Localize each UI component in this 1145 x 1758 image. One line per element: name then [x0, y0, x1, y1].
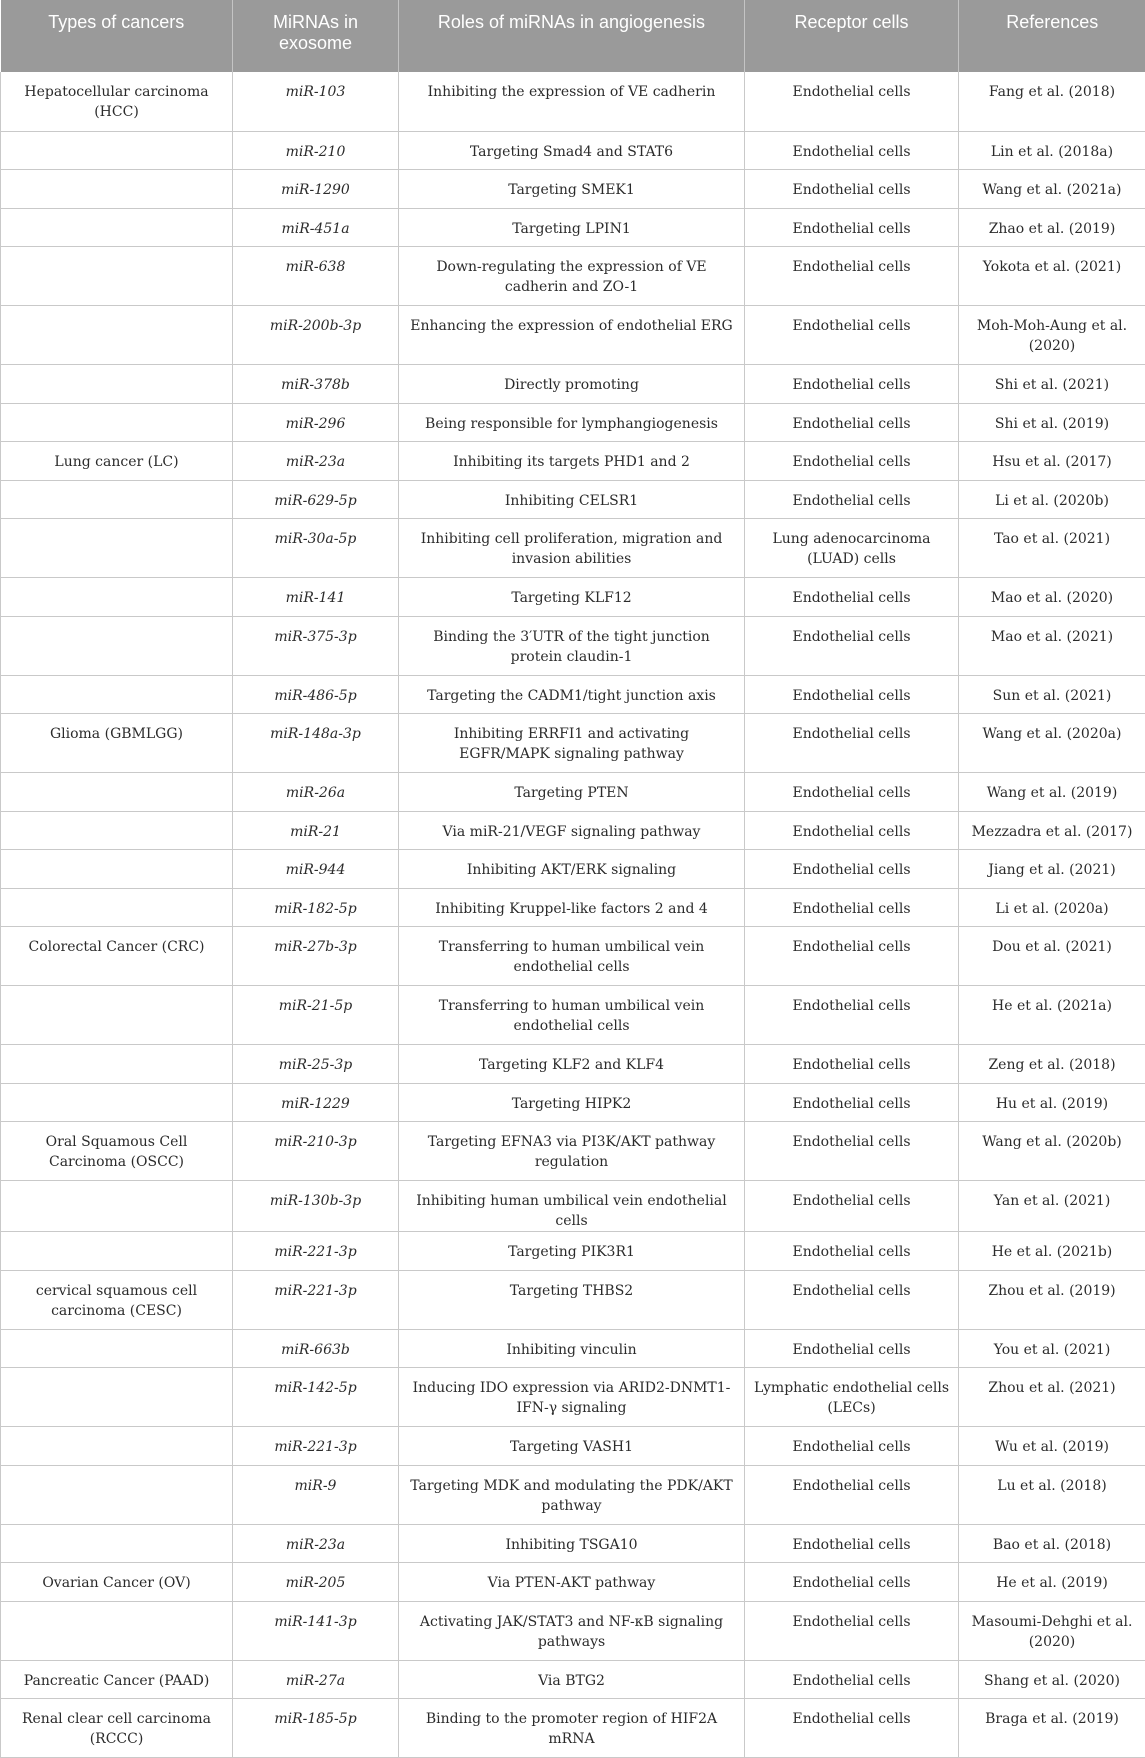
- table-row: [1, 306, 1145, 365]
- mirna-cell: miR-944: [233, 850, 399, 889]
- cancer-type-cell: [1, 1601, 233, 1660]
- cancer-type-cell: [1, 1045, 233, 1084]
- mirna-cell: miR-210: [233, 131, 399, 170]
- reference-cell: Jiang et al. (2021): [959, 850, 1145, 889]
- table-row: [1, 247, 1145, 306]
- role-cell: Targeting PIK3R1: [399, 1232, 745, 1271]
- table-row: [1, 616, 1145, 675]
- role-cell: Targeting LPIN1: [399, 208, 745, 247]
- mirna-cell: miR-141: [233, 578, 399, 617]
- cancer-type-cell: Colorectal Cancer (CRC): [1, 927, 233, 986]
- mirna-cell: miR-130b-3p: [233, 1181, 399, 1232]
- role-cell: Targeting Smad4 and STAT6: [399, 131, 745, 170]
- receptor-cell: Endothelial cells: [745, 927, 959, 986]
- role-cell: Directly promoting: [399, 365, 745, 404]
- receptor-cell: Endothelial cells: [745, 850, 959, 889]
- table-row: [1, 850, 1145, 889]
- role-cell: Via BTG2: [399, 1660, 745, 1699]
- table-row: [1, 403, 1145, 442]
- mirna-cell: miR-30a-5p: [233, 519, 399, 578]
- header-cancer-type: Types of cancers: [1, 0, 233, 72]
- mirna-cell: miR-638: [233, 247, 399, 306]
- receptor-cell: Endothelial cells: [745, 1601, 959, 1660]
- table-row: [1, 365, 1145, 404]
- role-cell: Activating JAK/STAT3 and NF-κB signaling pathways: [399, 1601, 745, 1660]
- role-cell: Inhibiting ERRFI1 and activating EGFR/MAPK signaling pathway: [399, 714, 745, 773]
- role-cell: Via miR-21/VEGF signaling pathway: [399, 811, 745, 850]
- reference-cell: Wang et al. (2020b): [959, 1122, 1145, 1181]
- table-row: [1, 208, 1145, 247]
- header-row: [1, 0, 1145, 72]
- table-row: [1, 480, 1145, 519]
- header-reference: References: [959, 0, 1145, 72]
- role-cell: Down-regulating the expression of VE cadherin and ZO-1: [399, 247, 745, 306]
- table-row: [1, 986, 1145, 1045]
- reference-cell: Yan et al. (2021): [959, 1181, 1145, 1232]
- table-row: [1, 442, 1145, 481]
- receptor-cell: Endothelial cells: [745, 1181, 959, 1232]
- cancer-type-cell: [1, 773, 233, 812]
- role-cell: Targeting HIPK2: [399, 1083, 745, 1122]
- receptor-cell: Endothelial cells: [745, 578, 959, 617]
- cancer-type-cell: [1, 888, 233, 927]
- mirna-cell: miR-221-3p: [233, 1270, 399, 1329]
- mirna-cell: miR-185-5p: [233, 1699, 399, 1758]
- role-cell: Inhibiting its targets PHD1 and 2: [399, 442, 745, 481]
- receptor-cell: Endothelial cells: [745, 170, 959, 209]
- role-cell: Inhibiting cell proliferation, migration and invasion abilities: [399, 519, 745, 578]
- receptor-cell: Endothelial cells: [745, 442, 959, 481]
- table-header: [1, 0, 1145, 72]
- receptor-cell: Lung adenocarcinoma (LUAD) cells: [745, 519, 959, 578]
- cancer-type-cell: [1, 208, 233, 247]
- reference-cell: Li et al. (2020b): [959, 480, 1145, 519]
- mirna-cell: miR-182-5p: [233, 888, 399, 927]
- table-row: [1, 1368, 1145, 1427]
- header-receptor: Receptor cells: [745, 0, 959, 72]
- mirna-cell: miR-27a: [233, 1660, 399, 1699]
- receptor-cell: Endothelial cells: [745, 1329, 959, 1368]
- table-row: [1, 1524, 1145, 1563]
- reference-cell: Shang et al. (2020): [959, 1660, 1145, 1699]
- mirna-cell: miR-148a-3p: [233, 714, 399, 773]
- cancer-type-cell: [1, 519, 233, 578]
- mirna-cell: miR-451a: [233, 208, 399, 247]
- table-row: [1, 170, 1145, 209]
- table-row: [1, 131, 1145, 170]
- mirna-cell: miR-21: [233, 811, 399, 850]
- reference-cell: Sun et al. (2021): [959, 675, 1145, 714]
- mirna-cell: miR-9: [233, 1465, 399, 1524]
- cancer-type-cell: [1, 131, 233, 170]
- cancer-type-cell: [1, 247, 233, 306]
- reference-cell: Fang et al. (2018): [959, 72, 1145, 131]
- role-cell: Targeting MDK and modulating the PDK/AKT pathway: [399, 1465, 745, 1524]
- role-cell: Inhibiting the expression of VE cadherin: [399, 72, 745, 131]
- reference-cell: Wang et al. (2021a): [959, 170, 1145, 209]
- cancer-type-cell: [1, 1427, 233, 1466]
- mirna-cell: miR-142-5p: [233, 1368, 399, 1427]
- reference-cell: Zhou et al. (2021): [959, 1368, 1145, 1427]
- mirna-cell: miR-663b: [233, 1329, 399, 1368]
- mirna-cell: miR-375-3p: [233, 616, 399, 675]
- table-row: [1, 811, 1145, 850]
- cancer-type-cell: [1, 616, 233, 675]
- table-row: [1, 927, 1145, 986]
- cancer-type-cell: Hepatocellular carcinoma (HCC): [1, 72, 233, 131]
- receptor-cell: Endothelial cells: [745, 1563, 959, 1602]
- cancer-type-cell: [1, 1329, 233, 1368]
- receptor-cell: Endothelial cells: [745, 208, 959, 247]
- cancer-type-cell: [1, 578, 233, 617]
- receptor-cell: Lymphatic endothelial cells (LECs): [745, 1368, 959, 1427]
- reference-cell: Li et al. (2020a): [959, 888, 1145, 927]
- table-row: [1, 1699, 1145, 1758]
- table-row: [1, 1270, 1145, 1329]
- mirna-cell: miR-1290: [233, 170, 399, 209]
- mirna-cell: miR-141-3p: [233, 1601, 399, 1660]
- reference-cell: Wu et al. (2019): [959, 1427, 1145, 1466]
- table-row: [1, 72, 1145, 131]
- receptor-cell: Endothelial cells: [745, 1660, 959, 1699]
- reference-cell: He et al. (2021a): [959, 986, 1145, 1045]
- receptor-cell: Endothelial cells: [745, 1465, 959, 1524]
- role-cell: Being responsible for lymphangiogenesis: [399, 403, 745, 442]
- cancer-type-cell: [1, 1083, 233, 1122]
- table-row: [1, 714, 1145, 773]
- receptor-cell: Endothelial cells: [745, 616, 959, 675]
- cancer-type-cell: [1, 850, 233, 889]
- table-row: [1, 519, 1145, 578]
- table-row: [1, 1329, 1145, 1368]
- cancer-type-cell: [1, 365, 233, 404]
- role-cell: Binding the 3′UTR of the tight junction protein claudin-1: [399, 616, 745, 675]
- receptor-cell: Endothelial cells: [745, 1232, 959, 1271]
- role-cell: Via PTEN-AKT pathway: [399, 1563, 745, 1602]
- cancer-type-cell: [1, 480, 233, 519]
- cancer-type-cell: Oral Squamous Cell Carcinoma (OSCC): [1, 1122, 233, 1181]
- receptor-cell: Endothelial cells: [745, 1427, 959, 1466]
- table-row: [1, 1083, 1145, 1122]
- receptor-cell: Endothelial cells: [745, 1270, 959, 1329]
- cancer-type-cell: cervical squamous cell carcinoma (CESC): [1, 1270, 233, 1329]
- role-cell: Inducing IDO expression via ARID2-DNMT1-IFN-γ signaling: [399, 1368, 745, 1427]
- table-row: [1, 1232, 1145, 1271]
- table-row: [1, 1601, 1145, 1660]
- receptor-cell: Endothelial cells: [745, 131, 959, 170]
- receptor-cell: Endothelial cells: [745, 403, 959, 442]
- role-cell: Inhibiting CELSR1: [399, 480, 745, 519]
- table-row: [1, 773, 1145, 812]
- reference-cell: Zhao et al. (2019): [959, 208, 1145, 247]
- reference-cell: Dou et al. (2021): [959, 927, 1145, 986]
- reference-cell: Wang et al. (2020a): [959, 714, 1145, 773]
- mirna-cell: miR-205: [233, 1563, 399, 1602]
- receptor-cell: Endothelial cells: [745, 888, 959, 927]
- table-body: [1, 72, 1145, 1758]
- mirna-cell: miR-103: [233, 72, 399, 131]
- table-row: [1, 1181, 1145, 1232]
- reference-cell: Mezzadra et al. (2017): [959, 811, 1145, 850]
- cancer-type-cell: [1, 1524, 233, 1563]
- reference-cell: Hu et al. (2019): [959, 1083, 1145, 1122]
- mirna-cell: miR-1229: [233, 1083, 399, 1122]
- reference-cell: You et al. (2021): [959, 1329, 1145, 1368]
- role-cell: Inhibiting Kruppel-like factors 2 and 4: [399, 888, 745, 927]
- cancer-type-cell: [1, 1232, 233, 1271]
- cancer-type-cell: [1, 811, 233, 850]
- reference-cell: Mao et al. (2020): [959, 578, 1145, 617]
- receptor-cell: Endothelial cells: [745, 306, 959, 365]
- role-cell: Targeting the CADM1/tight junction axis: [399, 675, 745, 714]
- reference-cell: Shi et al. (2021): [959, 365, 1145, 404]
- reference-cell: Shi et al. (2019): [959, 403, 1145, 442]
- table-row: [1, 1563, 1145, 1602]
- receptor-cell: Endothelial cells: [745, 1699, 959, 1758]
- receptor-cell: Endothelial cells: [745, 986, 959, 1045]
- receptor-cell: Endothelial cells: [745, 675, 959, 714]
- role-cell: Binding to the promoter region of HIF2A mRNA: [399, 1699, 745, 1758]
- table-row: [1, 578, 1145, 617]
- mirna-cell: miR-21-5p: [233, 986, 399, 1045]
- mirna-cell: miR-23a: [233, 442, 399, 481]
- reference-cell: Yokota et al. (2021): [959, 247, 1145, 306]
- role-cell: Inhibiting TSGA10: [399, 1524, 745, 1563]
- mirna-cell: miR-486-5p: [233, 675, 399, 714]
- mirna-cell: miR-210-3p: [233, 1122, 399, 1181]
- header-role: Roles of miRNAs in angiogenesis: [399, 0, 745, 72]
- reference-cell: Zeng et al. (2018): [959, 1045, 1145, 1084]
- cancer-type-cell: Pancreatic Cancer (PAAD): [1, 1660, 233, 1699]
- cancer-type-cell: [1, 1465, 233, 1524]
- receptor-cell: Endothelial cells: [745, 365, 959, 404]
- mirna-cell: miR-27b-3p: [233, 927, 399, 986]
- receptor-cell: Endothelial cells: [745, 714, 959, 773]
- mirna-cell: miR-296: [233, 403, 399, 442]
- role-cell: Targeting VASH1: [399, 1427, 745, 1466]
- mirna-cell: miR-221-3p: [233, 1427, 399, 1466]
- role-cell: Transferring to human umbilical vein endothelial cells: [399, 986, 745, 1045]
- receptor-cell: Endothelial cells: [745, 247, 959, 306]
- reference-cell: Moh-Moh-Aung et al. (2020): [959, 306, 1145, 365]
- reference-cell: Masoumi-Dehghi et al. (2020): [959, 1601, 1145, 1660]
- table-row: [1, 1122, 1145, 1181]
- receptor-cell: Endothelial cells: [745, 1045, 959, 1084]
- table-row: [1, 675, 1145, 714]
- cancer-type-cell: [1, 986, 233, 1045]
- cancer-type-cell: [1, 1368, 233, 1427]
- receptor-cell: Endothelial cells: [745, 1083, 959, 1122]
- cancer-type-cell: Renal clear cell carcinoma (RCCC): [1, 1699, 233, 1758]
- reference-cell: Tao et al. (2021): [959, 519, 1145, 578]
- cancer-type-cell: Lung cancer (LC): [1, 442, 233, 481]
- reference-cell: Braga et al. (2019): [959, 1699, 1145, 1758]
- table-row: [1, 1427, 1145, 1466]
- receptor-cell: Endothelial cells: [745, 811, 959, 850]
- role-cell: Targeting PTEN: [399, 773, 745, 812]
- role-cell: Targeting EFNA3 via PI3K/AKT pathway regulation: [399, 1122, 745, 1181]
- reference-cell: Lu et al. (2018): [959, 1465, 1145, 1524]
- mirna-cell: miR-200b-3p: [233, 306, 399, 365]
- mirna-cell: miR-23a: [233, 1524, 399, 1563]
- reference-cell: Lin et al. (2018a): [959, 131, 1145, 170]
- role-cell: Targeting THBS2: [399, 1270, 745, 1329]
- mirna-cell: miR-629-5p: [233, 480, 399, 519]
- role-cell: Targeting KLF12: [399, 578, 745, 617]
- cancer-type-cell: [1, 403, 233, 442]
- reference-cell: Zhou et al. (2019): [959, 1270, 1145, 1329]
- receptor-cell: Endothelial cells: [745, 1122, 959, 1181]
- receptor-cell: Endothelial cells: [745, 1524, 959, 1563]
- mirna-cell: miR-378b: [233, 365, 399, 404]
- cancer-type-cell: Glioma (GBMLGG): [1, 714, 233, 773]
- cancer-type-cell: [1, 675, 233, 714]
- reference-cell: Hsu et al. (2017): [959, 442, 1145, 481]
- reference-cell: Wang et al. (2019): [959, 773, 1145, 812]
- mirna-cell: miR-26a: [233, 773, 399, 812]
- role-cell: Inhibiting human umbilical vein endothelial cells: [399, 1181, 745, 1232]
- cancer-type-cell: [1, 1181, 233, 1232]
- table-row: [1, 1660, 1145, 1699]
- role-cell: Enhancing the expression of endothelial ERG: [399, 306, 745, 365]
- mirna-cell: miR-221-3p: [233, 1232, 399, 1271]
- role-cell: Inhibiting vinculin: [399, 1329, 745, 1368]
- reference-cell: Bao et al. (2018): [959, 1524, 1145, 1563]
- cancer-type-cell: [1, 170, 233, 209]
- receptor-cell: Endothelial cells: [745, 72, 959, 131]
- receptor-cell: Endothelial cells: [745, 480, 959, 519]
- reference-cell: Mao et al. (2021): [959, 616, 1145, 675]
- role-cell: Targeting SMEK1: [399, 170, 745, 209]
- mirna-cell: miR-25-3p: [233, 1045, 399, 1084]
- receptor-cell: Endothelial cells: [745, 773, 959, 812]
- reference-cell: He et al. (2021b): [959, 1232, 1145, 1271]
- role-cell: Transferring to human umbilical vein endothelial cells: [399, 927, 745, 986]
- cancer-type-cell: Ovarian Cancer (OV): [1, 1563, 233, 1602]
- role-cell: Targeting KLF2 and KLF4: [399, 1045, 745, 1084]
- reference-cell: He et al. (2019): [959, 1563, 1145, 1602]
- header-mirna: MiRNAs in exosome: [233, 0, 399, 72]
- cancer-type-cell: [1, 306, 233, 365]
- role-cell: Inhibiting AKT/ERK signaling: [399, 850, 745, 889]
- table-row: [1, 1045, 1145, 1084]
- table-row: [1, 1465, 1145, 1524]
- table-row: [1, 888, 1145, 927]
